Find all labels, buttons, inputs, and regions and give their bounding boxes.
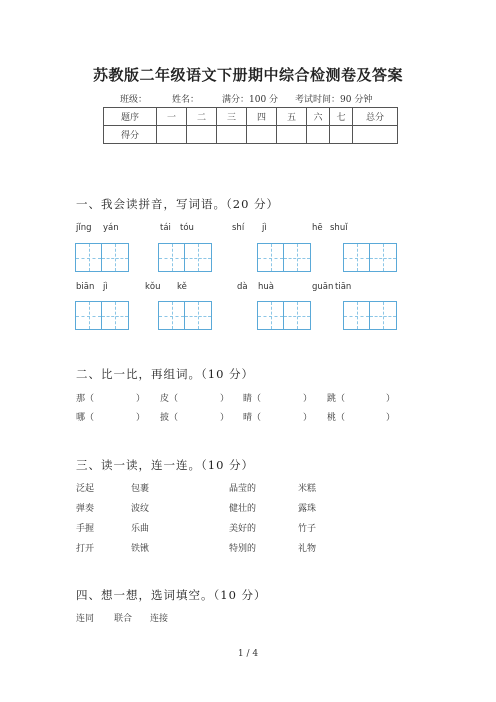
class-label: 班级：	[120, 95, 148, 105]
pinyin: biān	[76, 282, 95, 292]
match-word: 健壮的	[229, 504, 257, 514]
pinyin: huà	[258, 282, 274, 292]
writing-grid[interactable]	[257, 301, 311, 330]
compare-bracket: ）	[386, 394, 396, 404]
writing-grid[interactable]	[343, 243, 397, 272]
match-word: 打开	[76, 544, 95, 554]
score-cell[interactable]	[247, 126, 277, 144]
score-table-score-row	[104, 126, 398, 144]
pinyin: shuǐ	[330, 223, 348, 233]
compare-char: 晴（	[243, 413, 262, 423]
match-word: 弹奏	[76, 504, 95, 514]
match-word: 米糕	[298, 484, 317, 494]
pinyin: guān	[312, 282, 334, 292]
choice-word: 连接	[150, 614, 169, 624]
writing-grid[interactable]	[257, 243, 311, 272]
match-word: 铁锹	[131, 544, 150, 554]
section-3-heading: 三、读一读，连一连。（10 分）	[76, 458, 255, 472]
compare-char: 那（	[76, 394, 95, 404]
header-cell: 三	[217, 108, 247, 126]
score-cell[interactable]	[307, 126, 330, 144]
header-cell: 一	[157, 108, 187, 126]
writing-grid[interactable]	[158, 243, 212, 272]
compare-char: 跳（	[327, 394, 346, 404]
compare-char: 桃（	[327, 413, 346, 423]
score-table	[103, 107, 398, 144]
header-cell: 二	[187, 108, 217, 126]
full-score: 满分：100 分	[222, 95, 279, 105]
header-cell: 五	[277, 108, 307, 126]
choice-word: 连同	[76, 614, 95, 624]
pinyin: yán	[103, 223, 119, 233]
compare-bracket: ）	[220, 413, 230, 423]
match-word: 包裹	[131, 484, 150, 494]
match-word: 乐曲	[131, 524, 150, 534]
compare-char: 睛（	[243, 394, 262, 404]
score-cell[interactable]	[157, 126, 187, 144]
score-row-label: 得分	[104, 126, 157, 144]
choice-word: 联合	[114, 614, 133, 624]
score-cell[interactable]	[217, 126, 247, 144]
pinyin: kǒu	[145, 282, 161, 292]
score-cell[interactable]	[330, 126, 353, 144]
pinyin: jǐng	[76, 223, 92, 233]
match-word: 手握	[76, 524, 95, 534]
compare-bracket: ）	[220, 394, 230, 404]
compare-bracket: ）	[303, 413, 313, 423]
compare-bracket: ）	[136, 394, 146, 404]
compare-bracket: ）	[386, 413, 396, 423]
section-1-heading: 一、我会读拼音，写词语。（20 分）	[76, 197, 280, 211]
pinyin: dà	[237, 282, 248, 292]
score-table-header-row	[104, 108, 398, 126]
pinyin: tái	[160, 223, 171, 233]
pinyin: hē	[312, 223, 323, 233]
match-word: 礼物	[298, 544, 317, 554]
compare-char: 皮（	[160, 394, 179, 404]
match-word: 特别的	[229, 544, 257, 554]
match-word: 泛起	[76, 484, 95, 494]
writing-grid[interactable]	[343, 301, 397, 330]
match-word: 竹子	[298, 524, 317, 534]
header-cell: 题序	[104, 108, 157, 126]
compare-char: 披（	[160, 413, 179, 423]
section-4-heading: 四、想一想，选词填空。（10 分）	[76, 588, 267, 602]
header-cell: 六	[307, 108, 330, 126]
header-cell: 四	[247, 108, 277, 126]
page-number: 1 / 4	[237, 649, 259, 659]
writing-grid[interactable]	[75, 301, 129, 330]
exam-time: 考试时间：90 分钟	[295, 95, 373, 105]
writing-grid[interactable]	[75, 243, 129, 272]
compare-char: 哪（	[76, 413, 95, 423]
section-2-heading: 二、比一比，再组词。（10 分）	[76, 367, 255, 381]
match-word: 波纹	[131, 504, 150, 514]
pinyin: jì	[103, 282, 108, 292]
pinyin: jì	[262, 223, 267, 233]
name-label: 姓名：	[172, 95, 200, 105]
score-cell[interactable]	[277, 126, 307, 144]
compare-bracket: ）	[136, 413, 146, 423]
score-cell[interactable]	[187, 126, 217, 144]
writing-grid[interactable]	[158, 301, 212, 330]
match-word: 晶莹的	[229, 484, 257, 494]
header-cell: 总分	[353, 108, 398, 126]
pinyin: tiān	[335, 282, 352, 292]
pinyin: shí	[232, 223, 245, 233]
score-cell[interactable]	[353, 126, 398, 144]
pinyin: tóu	[180, 223, 194, 233]
compare-bracket: ）	[303, 394, 313, 404]
match-word: 美好的	[229, 524, 257, 534]
pinyin: kě	[177, 282, 187, 292]
header-cell: 七	[330, 108, 353, 126]
page-title: 苏教版二年级语文下册期中综合检测卷及答案	[92, 66, 403, 84]
match-word: 露珠	[298, 504, 317, 514]
